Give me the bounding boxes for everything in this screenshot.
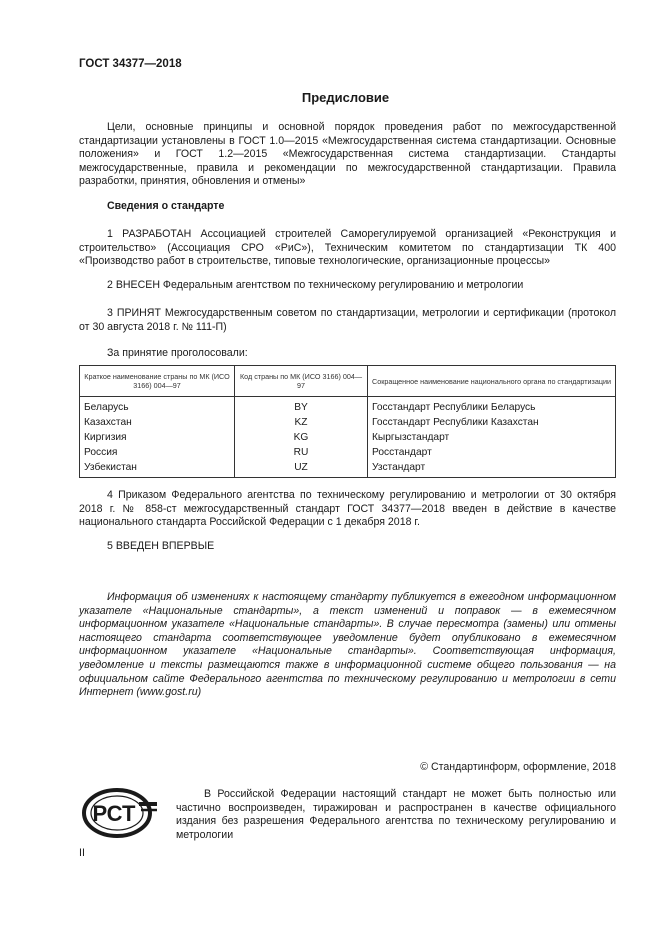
cell-code: KG xyxy=(235,430,368,445)
rst-logo-icon xyxy=(79,785,159,841)
item-adopted: 3 ПРИНЯТ Межгосударственным советом по стандартизации, метрологии и сертификации (протокол от 30 августа 2018 г. № 111-П) xyxy=(79,307,616,333)
item-first: 5 ВВЕДЕН ВПЕРВЫЕ xyxy=(107,540,215,552)
cell-code: RU xyxy=(235,445,368,460)
cell-code: BY xyxy=(235,397,368,416)
cell-body: Росстандарт xyxy=(368,445,616,460)
standard-id-header: ГОСТ 34377—2018 xyxy=(79,58,182,70)
table-row xyxy=(80,397,616,416)
cell-body: Кыргызстандарт xyxy=(368,430,616,445)
section-heading: Сведения о стандарте xyxy=(107,200,225,212)
page-title: Предисловие xyxy=(301,90,390,105)
cell-country: Россия xyxy=(80,445,235,460)
item-introduced: 2 ВНЕСЕН Федеральным агентством по техническому регулированию и метрологии xyxy=(107,279,524,291)
cell-country: Беларусь xyxy=(80,397,235,416)
cell-country: Киргизия xyxy=(80,430,235,445)
page-number: II xyxy=(79,847,85,859)
votes-table-header-row xyxy=(80,366,616,397)
table-row xyxy=(80,430,616,445)
cell-country: Узбекистан xyxy=(80,460,235,478)
copyright-restriction: В Российской Федерации настоящий стандарт не может быть полностью или частично воспроизведен, тиражирован и распространен в качестве официального издания без разрешения Федерального агентства по техническому регулированию и метрологии xyxy=(176,788,616,841)
column-header-code: Код страны по МК (ИСО 3166) 004—97 xyxy=(235,366,368,397)
table-row xyxy=(80,445,616,460)
cell-country: Казахстан xyxy=(80,415,235,430)
cell-body: Госстандарт Республики Казахстан xyxy=(368,415,616,430)
item-developed: 1 РАЗРАБОТАН Ассоциацией строителей Саморегулируемой организацией «Реконструкция и строительство» (Ассоциация СРО «РиС»), Техническим комитетом по стандартизации ТК 400 «Производство работ в строительстве, типовые технологические, организационные процессы» xyxy=(79,228,616,268)
votes-table xyxy=(79,365,616,478)
table-row xyxy=(80,460,616,478)
table-row xyxy=(80,415,616,430)
column-header-country: Краткое наименование страны по МК (ИСО 3166) 004—97 xyxy=(80,366,235,397)
item-order: 4 Приказом Федерального агентства по техническому регулированию и метрологии от 30 октября 2018 г. № 858-ст межгосударственный стандарт ГОСТ 34377—2018 введен в действие в качестве национального стандарта Российской Федерации с 1 декабря 2018 г. xyxy=(79,489,616,529)
logo-lettering: РСТ xyxy=(92,801,136,826)
info-paragraph: Информация об изменениях к настоящему стандарту публикуется в ежегодном информационном указателе «Национальные стандарты», а текст изменений и поправок — в ежемесячном информационном указателе «Национальные стандарты». В случае пересмотра (замены) или отмены настоящего стандарта соответствующее уведомление будет опубликовано в ежемесячном информационном указателе «Национальные стандарты». Соответствующая информация, уведомление и тексты размещаются также в информационной системе общего пользования — на официальном сайте Федерального агентства по техническому регулированию и метрологии в сети Интернет (www.gost.ru) xyxy=(79,591,616,699)
cell-body: Узстандарт xyxy=(368,460,616,478)
votes-caption: За принятие проголосовали: xyxy=(107,347,248,359)
copyright-notice: © Стандартинформ, оформление, 2018 xyxy=(420,761,616,773)
intro-paragraph: Цели, основные принципы и основной порядок проведения работ по межгосударственной стандартизации установлены в ГОСТ 1.0—2015 «Межгосударственная система стандартизации. Основные положения» и ГОСТ 1.2—2015 «Межгосударственная система стандартизации. Стандарты межгосударственные, правила и рекомендации по межгосударственной стандартизации. Правила разработки, принятия, обновления и отмены» xyxy=(79,121,616,188)
cell-body: Госстандарт Республики Беларусь xyxy=(368,397,616,416)
column-header-body: Сокращенное наименование национального органа по стандартизации xyxy=(368,366,616,397)
cell-code: UZ xyxy=(235,460,368,478)
cell-code: KZ xyxy=(235,415,368,430)
